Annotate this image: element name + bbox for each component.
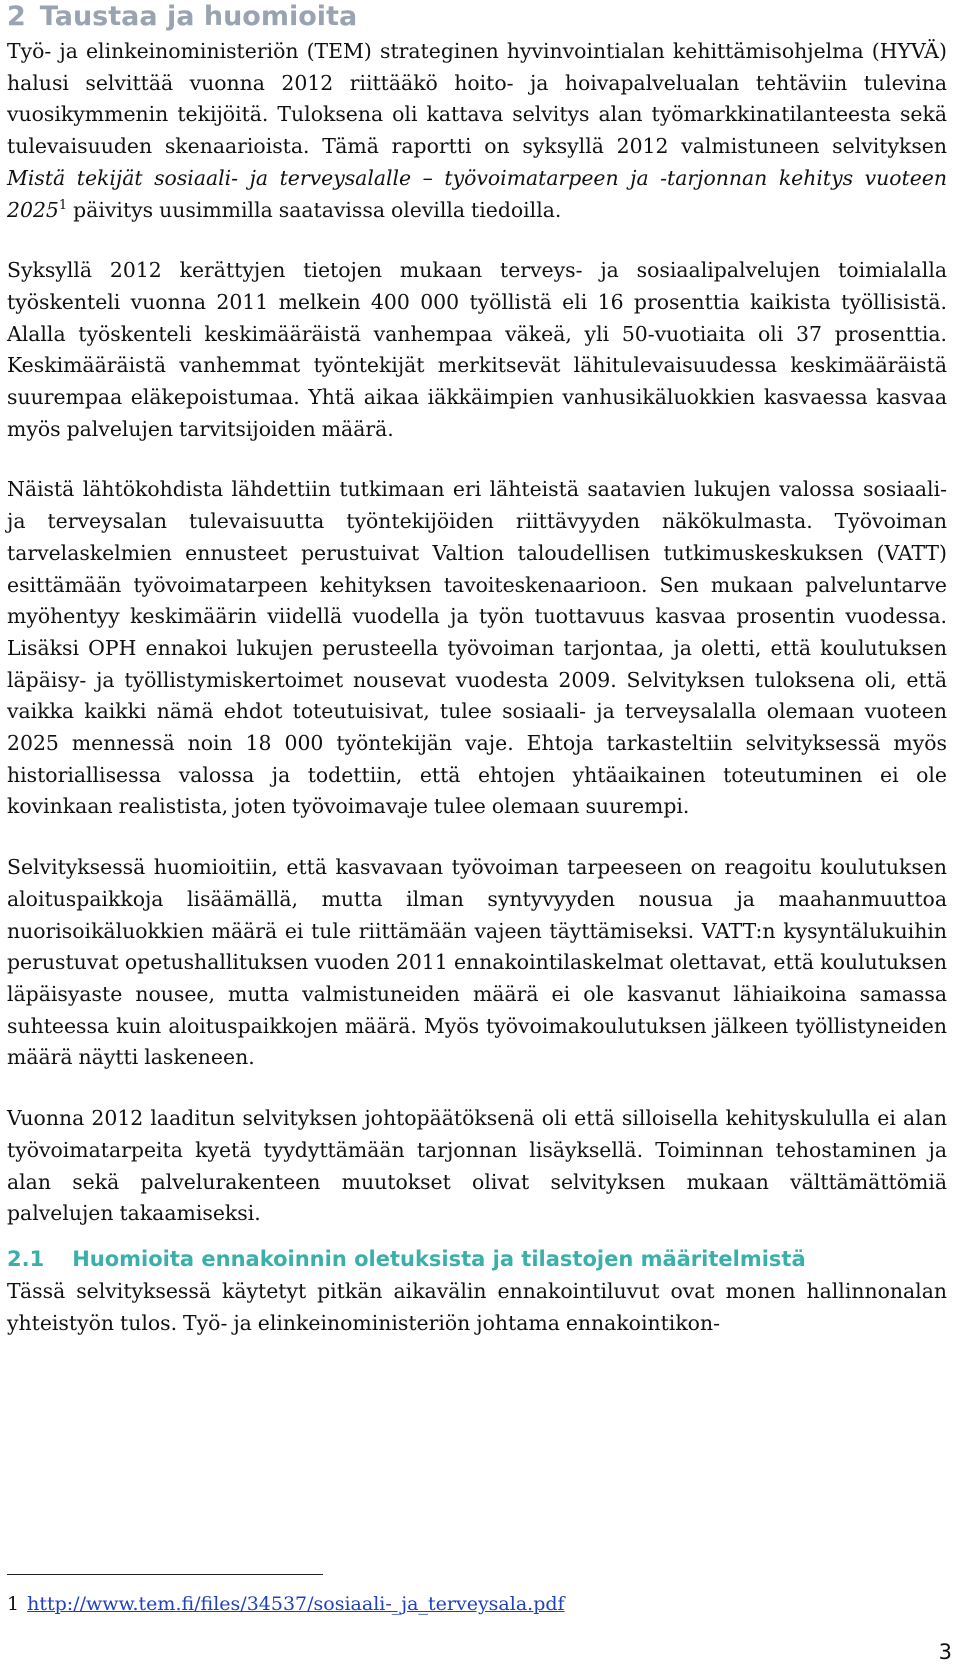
paragraph-1-text: Työ- ja elinkeinoministeriön (TEM) strateginen hyvinvointialan kehittämisohjelma (HYVÄ) halusi selvittää vuonna 2012 riittääkö hoito- ja hoivapalvelualan tehtäviin tulevina vuosikymmenin tekijöitä. Tuloksena oli kattava selvitys alan työmarkkinatilanteesta sekä tulevaisuuden skenaarioista. Tämä raportti on syksyllä 2012 valmistuneen selvityksen: [7, 39, 947, 159]
section-title: Taustaa ja huomioita: [39, 1, 358, 32]
section-heading: [7, 0, 947, 34]
footnote: [7, 1592, 565, 1616]
paragraph-5: Vuonna 2012 laaditun selvityksen johtopäätöksenä oli että silloisella kehityskululla ei alan työvoimatarpeita kyetä tyydyttämään tarjonnan lisäyksellä. Toiminnan tehostaminen ja alan sekä palvelurakenteen muutokset olivat selvityksen mukaan välttämättömiä palvelujen takaamiseksi.: [7, 1106, 947, 1226]
paragraph-3: Näistä lähtökohdista lähdettiin tutkimaan eri lähteistä saatavien lukujen valossa sosiaali- ja terveysalan tulevaisuutta työntekijöiden riittävyyden näkökulmasta. Työvoiman tarvelaskelmien ennusteet perustuivat Valtion taloudellisen tutkimuskeskuksen (VATT) esittämään työvoimatarpeen kehityksen tavoiteskenaarioon. Sen mukaan palveluntarve myöhentyy keskimäärin viidellä vuodella ja työn tuottavuus kasvaa prosentin vuodessa. Lisäksi OPH ennakoi lukujen perusteella työvoiman tarjontaa, ja oletti, että koulutuksen läpäisy- ja työllistymiskertoimet nousevat vuodesta 2009. Selvityksen tuloksena oli, että vaikka kaikki nämä ehdot toteutuisivat, tulee sosiaali- ja terveysalalla olemaan vuoteen 2025 mennessä noin 18 000 työntekijän vaje. Ehtoja tarkasteltiin selvityksessä myös historiallisessa valossa ja todettiin, että ehtojen yhtäaikainen toteutuminen ei ole kovinkaan realistista, joten työvoimavaje tulee olemaan suurempi.: [7, 477, 947, 819]
footnote-link[interactable]: http://www.tem.fi/files/34537/sosiaali-_ja_terveysala.pdf: [27, 1593, 565, 1615]
footnote-number: 1: [7, 1593, 20, 1615]
subsection-title: Huomioita ennakoinnin oletuksista ja tilastojen määritelmistä: [72, 1246, 806, 1271]
paragraph-1: [7, 36, 947, 226]
footnote-divider: [7, 1574, 323, 1575]
footnote-reference[interactable]: 1: [58, 197, 68, 213]
paragraph-4: Selvityksessä huomioitiin, että kasvavaan työvoiman tarpeeseen on reagoitu koulutuksen aloituspaikkoja lisäämällä, mutta ilman syntyvyyden nousua ja maahanmuuttoa nuorisoikäluokkien määrä ei tule riittämään vajeen täyttämiseksi. VATT:n kysyntälukuihin perustuvat opetushallituksen vuoden 2011 ennakointilaskelmat olettavat, että koulutuksen läpäisyaste nousee, mutta valmistuneiden määrä ei ole kasvanut lähiaikoina samassa suhteessa kuin aloituspaikkojen määrä. Myös työvoimakoulutuksen jälkeen työllistyneiden määrä näytti laskeneen.: [7, 855, 947, 1070]
paragraph-2: Syksyllä 2012 kerättyjen tietojen mukaan terveys- ja sosiaalipalvelujen toimialalla työskenteli vuonna 2011 melkein 400 000 työllistä eli 16 prosenttia kaikista työllisistä. Alalla työskenteli keskimääräistä vanhempaa väkeä, yli 50-vuotiaita oli 37 prosenttia. Keskimääräistä vanhemmat työntekijät merkitsevät lähitulevaisuudessa keskimääräistä suurempaa eläkepoistumaa. Yhtä aikaa iäkkäimpien vanhusikäluokkien kasvaessa kasvaa myös palvelujen tarvitsijoiden määrä.: [7, 258, 947, 441]
section-number: 2: [7, 1, 26, 32]
report-title-italic: Mistä tekijät sosiaali- ja terveysalalle – työvoimatarpeen ja -tarjonnan kehitys vuoteen 2025: [7, 165, 947, 222]
paragraph-1-text-end: päivitys uusimmilla saatavissa olevilla tiedoilla.: [67, 197, 562, 222]
subsection-number: 2.1: [7, 1246, 45, 1271]
page-number: 3: [938, 1640, 952, 1664]
document-page: [7, 0, 947, 1339]
subsection-heading: [7, 1242, 947, 1276]
paragraph-6: Tässä selvityksessä käytetyt pitkän aikavälin ennakointiluvut ovat monen hallinnonalan yhteistyön tulos. Työ- ja elinkeinoministeriön johtama ennakointikon-: [7, 1278, 947, 1335]
